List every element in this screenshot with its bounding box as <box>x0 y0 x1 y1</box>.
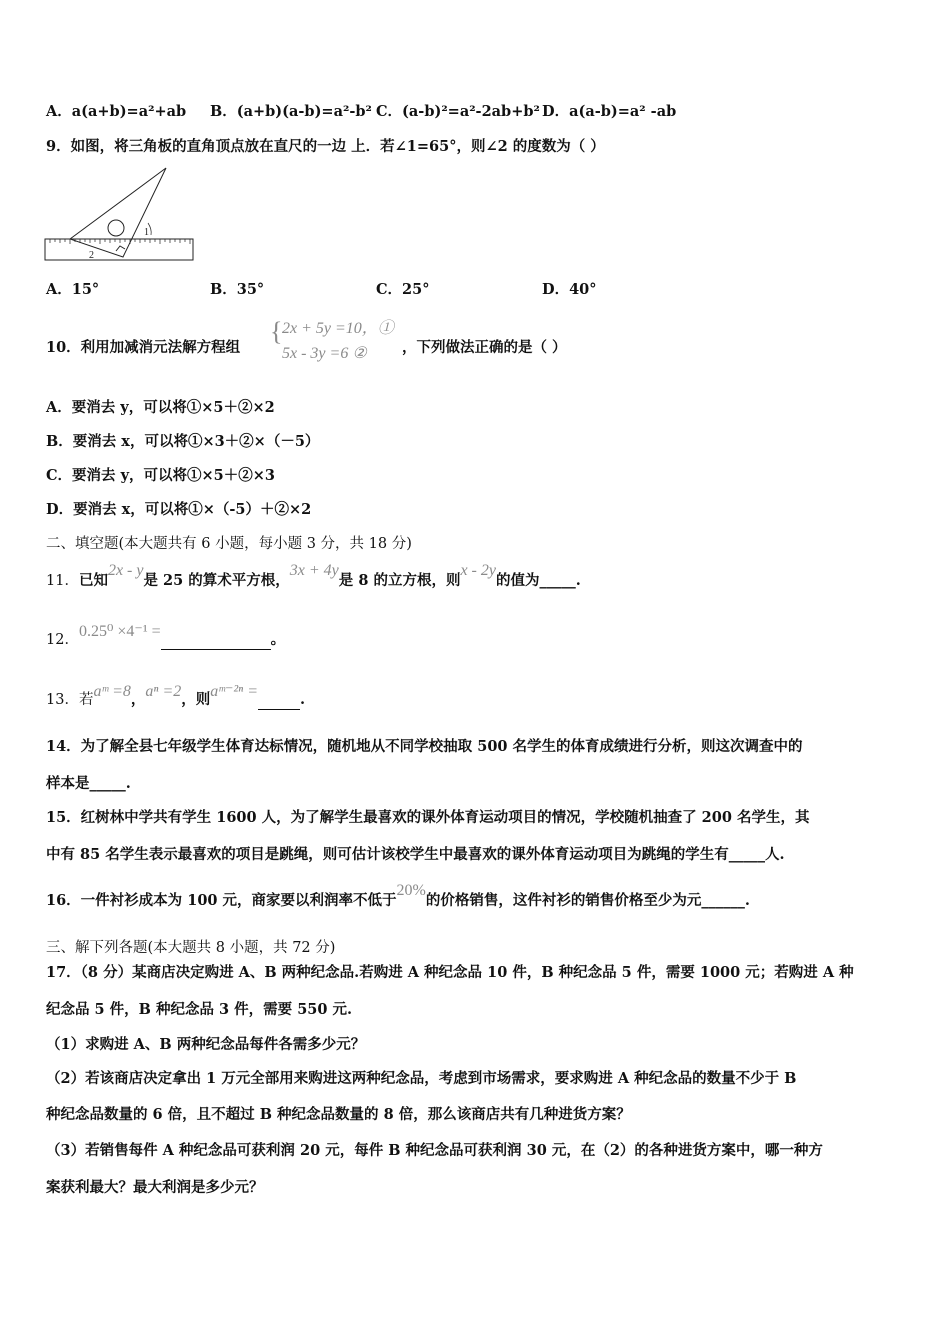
brace: { <box>270 317 283 346</box>
q10-option-b: B．要消去 x，可以将①×3＋②×（－5） <box>46 433 320 450</box>
q15-line-1: 15．红树林中学共有学生 1600 人，为了解学生最喜欢的课外体育运动项目的情况，学校随机抽查了 200 名学生，其 <box>46 809 810 826</box>
section-3-heading: 三、解下列各题(本大题共 8 小题，共 72 分) <box>46 940 336 956</box>
q17-part-3-line-2: 案获利最大？最大利润是多少元？ <box>46 1179 264 1196</box>
q8-option-a: A．a(a+b)=a²+ab <box>46 103 187 120</box>
ruler <box>45 239 193 260</box>
q12-expr: 0.25⁰ ×4⁻¹ = <box>78 623 161 640</box>
q13-expr-1: aᵐ =8 <box>93 683 131 700</box>
q12 <box>46 623 286 650</box>
equation-1: 2x + 5y =10，① <box>282 320 394 337</box>
q13-number: 13．若 <box>46 692 94 708</box>
q9-option-a: A．15° <box>46 281 100 298</box>
equation-system <box>270 313 420 365</box>
q13-tail: . <box>300 691 306 708</box>
q10-option-d: D．要消去 x，可以将①×（-5）＋②×2 <box>46 501 312 518</box>
q14-line-2: 样本是_____. <box>46 775 131 792</box>
q11-expr-1: 2x - y <box>107 562 144 579</box>
q8-option-c: C．(a-b)²=a²-2ab+b² <box>376 103 540 120</box>
q15-line-2: 中有 85 名学生表示最喜欢的项目是跳绳，则可估计该校学生中最喜欢的课外体育运动项目为跳绳的学生有_____人. <box>46 846 785 863</box>
q13-expr-3: aᵐ⁻²ⁿ = <box>210 683 259 700</box>
q12-blank[interactable] <box>161 635 271 650</box>
q17-part-2-line-2: 种纪念品数量的 6 倍，且不超过 B 种纪念品数量的 8 倍，那么该商店共有几种进货方案？ <box>46 1106 631 1123</box>
q9-option-d: D．40° <box>542 281 597 298</box>
q12-number: 12． <box>46 632 79 648</box>
section-2-heading: 二、填空题(本大题共有 6 小题，每小题 3 分，共 18 分) <box>46 536 412 552</box>
angle-1-label: 1 <box>144 227 149 238</box>
q12-tail: 。 <box>270 631 286 648</box>
q11-expr-2: 3x + 4y <box>289 562 339 579</box>
q11-text-1: 已知 <box>78 572 108 589</box>
q17-line-1: 17．（8 分）某商店决定购进 A、B 两种纪念品.若购进 A 种纪念品 10 件，B 种纪念品 5 件，需要 1000 元；若购进 A 种 <box>46 964 854 981</box>
q16-text-2: 的价格销售，这件衬衫的销售价格至少为元______. <box>425 892 750 909</box>
q13-text: ，则 <box>181 691 211 708</box>
q10-prefix: 10．利用加减消元法解方程组 <box>46 339 241 356</box>
q17-part-1: （1）求购进 A、B 两种纪念品每件各需多少元？ <box>46 1036 366 1053</box>
q11 <box>46 562 581 591</box>
triangle-ruler-figure <box>44 165 196 265</box>
q13 <box>46 683 306 710</box>
q9-option-c: C．25° <box>376 281 430 298</box>
q11-number: 11． <box>46 573 79 589</box>
equation-2: 5x - 3y =6 ② <box>282 345 367 362</box>
q11-text-2: 是 25 的算术平方根， <box>143 572 290 589</box>
q9-option-b: B．35° <box>210 281 265 298</box>
q13-comma: ， <box>130 691 146 708</box>
q10-suffix: ，下列做法正确的是（ ） <box>402 339 567 356</box>
angle-2-label: 2 <box>89 250 94 261</box>
q8-option-b: B．(a+b)(a-b)=a²-b² <box>210 103 372 120</box>
q13-blank[interactable] <box>258 695 300 710</box>
q11-text-3: 是 8 的立方根，则 <box>338 572 461 589</box>
q16-text-1: 16．一件衬衫成本为 100 元，商家要以利润率不低于 <box>46 892 397 909</box>
q17-part-2-line-1: （2）若该商店决定拿出 1 万元全部用来购进这两种纪念品，考虑到市场需求，要求购进 A 种纪念品的数量不少于 B <box>46 1070 797 1087</box>
q17-part-3-line-1: （3）若销售每件 A 种纪念品可获利润 20 元，每件 B 种纪念品可获利润 30 元，在（2）的各种进货方案中，哪一种方 <box>46 1142 823 1159</box>
q9-stem: 9．如图，将三角板的直角顶点放在直尺的一边 上．若∠1=65°，则∠2 的度数为（ ） <box>46 138 605 155</box>
q14-line-1: 14．为了解全县七年级学生体育达标情况，随机地从不同学校抽取 500 名学生的体育成绩进行分析，则这次调查中的 <box>46 738 803 755</box>
q11-text-4: 的值为_____. <box>495 572 581 589</box>
q10-option-a: A．要消去 y，可以将①×5＋②×2 <box>46 399 275 416</box>
q17-line-2: 纪念品 5 件，B 种纪念品 3 件，需要 550 元. <box>46 1001 353 1018</box>
q8-option-d: D．a(a-b)=a² -ab <box>542 103 677 120</box>
q11-expr-3: x - 2y <box>460 562 496 579</box>
q16 <box>46 882 750 911</box>
q16-percent: 20% <box>396 882 426 899</box>
q10-option-c: C．要消去 y，可以将①×5＋②×3 <box>46 467 275 484</box>
q13-expr-2: aⁿ =2 <box>145 683 182 700</box>
